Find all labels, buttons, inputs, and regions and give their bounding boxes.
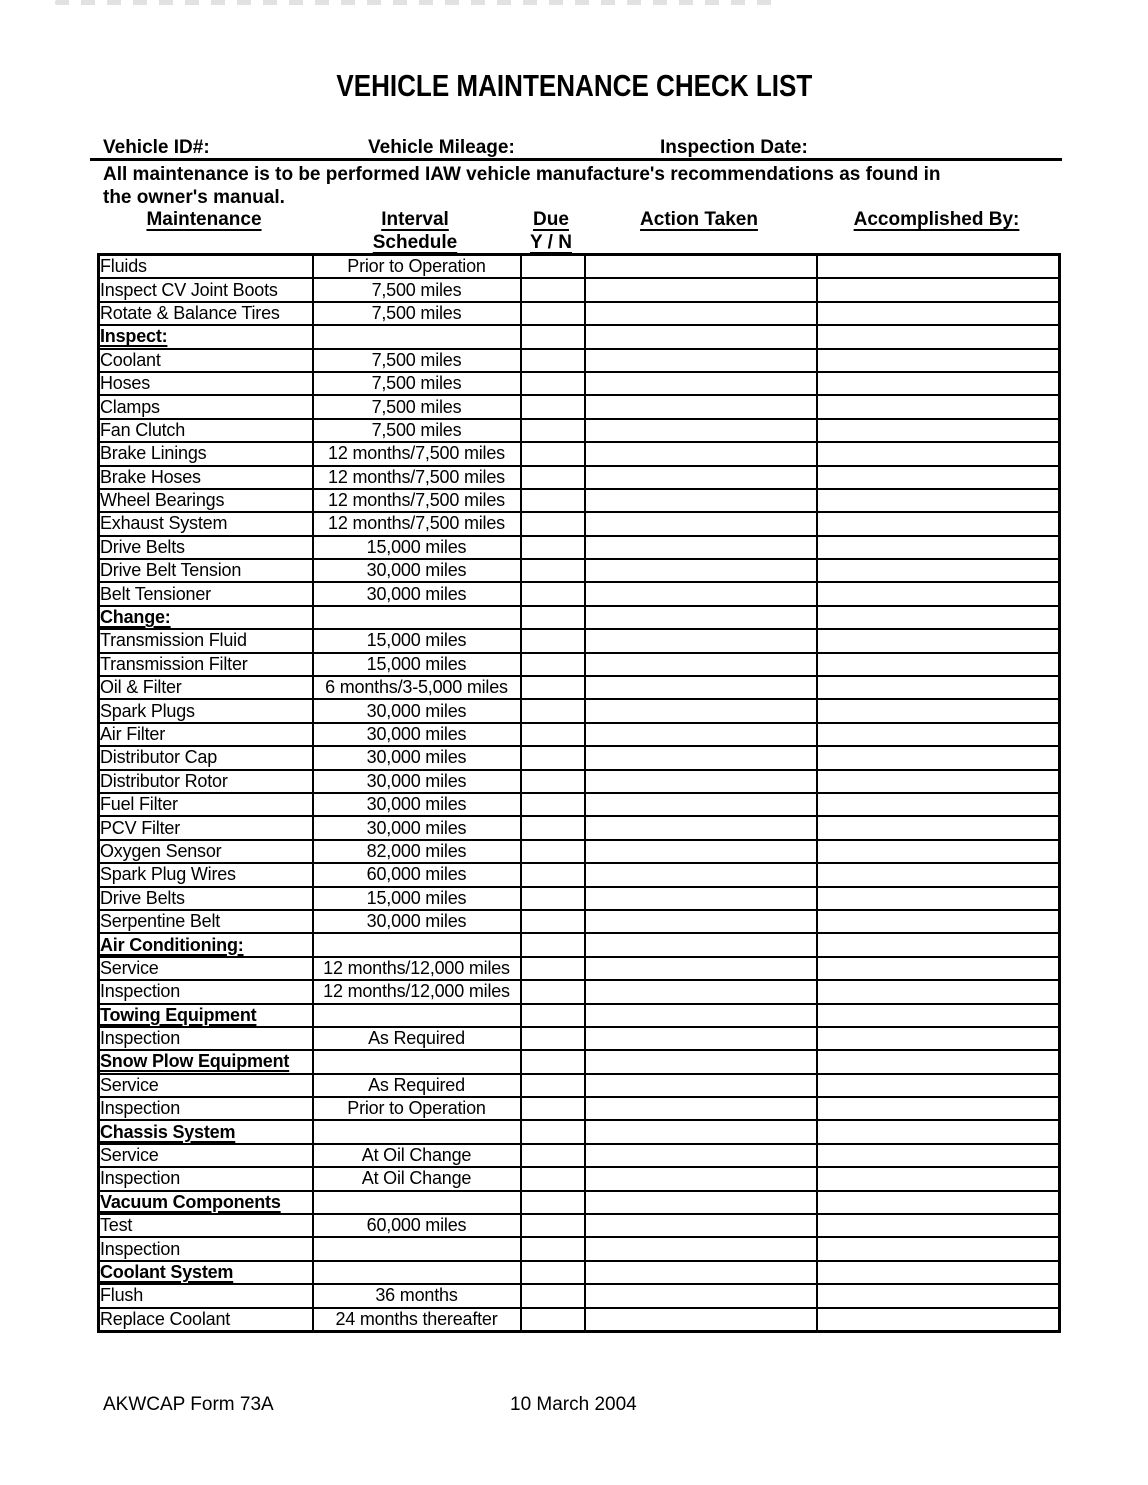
action-taken-cell: [585, 1167, 817, 1190]
due-cell: [521, 559, 585, 582]
scan-artifact: [55, 0, 775, 5]
table-row: [99, 699, 1060, 722]
action-taken-cell: [585, 606, 817, 629]
maintenance-cell: Rotate & Balance Tires: [99, 302, 313, 325]
accomplished-by-cell: [817, 629, 1060, 652]
header-interval: Interval: [381, 209, 449, 230]
accomplished-by-cell: [817, 1027, 1060, 1050]
interval-cell: 7,500 miles: [313, 395, 521, 418]
interval-cell: [313, 1050, 521, 1073]
form-date: 10 March 2004: [510, 1394, 637, 1415]
accomplished-by-cell: [817, 442, 1060, 465]
table-row: [99, 840, 1060, 863]
table-row: [99, 676, 1060, 699]
accomplished-by-cell: [817, 1144, 1060, 1167]
interval-cell: [313, 1120, 521, 1143]
maintenance-cell: Fuel Filter: [99, 793, 313, 816]
maintenance-cell: Exhaust System: [99, 512, 313, 535]
accomplished-by-cell: [817, 746, 1060, 769]
maintenance-cell: Inspection: [99, 1237, 313, 1260]
maintenance-table: [97, 253, 1061, 1333]
action-taken-cell: [585, 442, 817, 465]
accomplished-by-cell: [817, 559, 1060, 582]
interval-cell: 30,000 miles: [313, 746, 521, 769]
action-taken-cell: [585, 255, 817, 279]
action-taken-cell: [585, 325, 817, 348]
accomplished-by-cell: [817, 933, 1060, 956]
maintenance-cell: Fluids: [99, 255, 313, 279]
interval-cell: 30,000 miles: [313, 793, 521, 816]
due-cell: [521, 442, 585, 465]
accomplished-by-cell: [817, 699, 1060, 722]
due-cell: [521, 746, 585, 769]
table-row: [99, 1214, 1060, 1237]
accomplished-by-cell: [817, 489, 1060, 512]
interval-cell: 15,000 miles: [313, 536, 521, 559]
interval-cell: [313, 606, 521, 629]
interval-cell: [313, 1261, 521, 1284]
maintenance-cell: Clamps: [99, 395, 313, 418]
vehicle-id-label: Vehicle ID#:: [103, 137, 210, 158]
interval-cell: [313, 933, 521, 956]
due-cell: [521, 1050, 585, 1073]
due-cell: [521, 793, 585, 816]
maintenance-cell: Distributor Rotor: [99, 770, 313, 793]
action-taken-cell: [585, 349, 817, 372]
interval-cell: 12 months/7,500 miles: [313, 489, 521, 512]
accomplished-by-cell: [817, 1261, 1060, 1284]
accomplished-by-cell: [817, 887, 1060, 910]
action-taken-cell: [585, 793, 817, 816]
maintenance-cell: PCV Filter: [99, 816, 313, 839]
accomplished-by-cell: [817, 957, 1060, 980]
action-taken-cell: [585, 1027, 817, 1050]
due-cell: [521, 582, 585, 605]
accomplished-by-cell: [817, 723, 1060, 746]
action-taken-cell: [585, 536, 817, 559]
interval-cell: 36 months: [313, 1284, 521, 1307]
maintenance-cell: Replace Coolant: [99, 1308, 313, 1332]
table-row: [99, 653, 1060, 676]
interval-cell: 7,500 miles: [313, 349, 521, 372]
accomplished-by-cell: [817, 278, 1060, 301]
table-row: [99, 1308, 1060, 1332]
due-cell: [521, 1261, 585, 1284]
action-taken-cell: [585, 887, 817, 910]
table-row: [99, 1191, 1060, 1214]
accomplished-by-cell: [817, 606, 1060, 629]
due-cell: [521, 349, 585, 372]
header-schedule: Schedule: [372, 232, 458, 253]
action-taken-cell: [585, 302, 817, 325]
table-row: [99, 793, 1060, 816]
due-cell: [521, 887, 585, 910]
maintenance-cell: Drive Belt Tension: [99, 559, 313, 582]
due-cell: [521, 1214, 585, 1237]
table-row: [99, 1050, 1060, 1073]
due-cell: [521, 1144, 585, 1167]
maintenance-cell: Coolant: [99, 349, 313, 372]
interval-cell: At Oil Change: [313, 1167, 521, 1190]
accomplished-by-cell: [817, 536, 1060, 559]
table-row: [99, 910, 1060, 933]
table-row: [99, 1237, 1060, 1260]
action-taken-cell: [585, 770, 817, 793]
header-yn: Y / N: [530, 232, 572, 253]
interval-cell: 30,000 miles: [313, 770, 521, 793]
maintenance-cell: Transmission Fluid: [99, 629, 313, 652]
maintenance-cell: Distributor Cap: [99, 746, 313, 769]
table-row: [99, 372, 1060, 395]
action-taken-cell: [585, 1214, 817, 1237]
due-cell: [521, 395, 585, 418]
accomplished-by-cell: [817, 395, 1060, 418]
action-taken-cell: [585, 699, 817, 722]
table-row: [99, 816, 1060, 839]
due-cell: [521, 653, 585, 676]
maintenance-cell: Inspection: [99, 980, 313, 1003]
action-taken-cell: [585, 466, 817, 489]
accomplished-by-cell: [817, 1167, 1060, 1190]
maintenance-cell: Service: [99, 1074, 313, 1097]
maintenance-cell: Inspection: [99, 1167, 313, 1190]
interval-cell: 30,000 miles: [313, 699, 521, 722]
accomplished-by-cell: [817, 325, 1060, 348]
action-taken-cell: [585, 1097, 817, 1120]
maintenance-cell: Oxygen Sensor: [99, 840, 313, 863]
action-taken-cell: [585, 1144, 817, 1167]
instructions-line-2: the owner's manual.: [103, 187, 285, 208]
due-cell: [521, 723, 585, 746]
maintenance-cell: Change:: [99, 606, 313, 629]
maintenance-cell: Drive Belts: [99, 887, 313, 910]
maintenance-cell: Hoses: [99, 372, 313, 395]
accomplished-by-cell: [817, 466, 1060, 489]
maintenance-cell: Inspection: [99, 1097, 313, 1120]
action-taken-cell: [585, 372, 817, 395]
action-taken-cell: [585, 980, 817, 1003]
due-cell: [521, 840, 585, 863]
interval-cell: 12 months/7,500 miles: [313, 442, 521, 465]
interval-cell: 82,000 miles: [313, 840, 521, 863]
interval-cell: 12 months/7,500 miles: [313, 512, 521, 535]
table-row: [99, 1074, 1060, 1097]
action-taken-cell: [585, 910, 817, 933]
header-accomplished-by: Accomplished By:: [853, 209, 1020, 230]
accomplished-by-cell: [817, 676, 1060, 699]
action-taken-cell: [585, 1308, 817, 1332]
table-row: [99, 770, 1060, 793]
page-title: VEHICLE MAINTENANCE CHECK LIST: [336, 68, 812, 103]
maintenance-cell: Snow Plow Equipment: [99, 1050, 313, 1073]
accomplished-by-cell: [817, 372, 1060, 395]
accomplished-by-cell: [817, 582, 1060, 605]
due-cell: [521, 1004, 585, 1027]
accomplished-by-cell: [817, 512, 1060, 535]
maintenance-cell: Oil & Filter: [99, 676, 313, 699]
action-taken-cell: [585, 1120, 817, 1143]
interval-cell: 30,000 miles: [313, 816, 521, 839]
interval-cell: 7,500 miles: [313, 278, 521, 301]
maintenance-cell: Towing Equipment: [99, 1004, 313, 1027]
accomplished-by-cell: [817, 793, 1060, 816]
due-cell: [521, 489, 585, 512]
action-taken-cell: [585, 1074, 817, 1097]
action-taken-cell: [585, 957, 817, 980]
interval-cell: As Required: [313, 1027, 521, 1050]
maintenance-cell: Brake Hoses: [99, 466, 313, 489]
action-taken-cell: [585, 395, 817, 418]
due-cell: [521, 512, 585, 535]
action-taken-cell: [585, 512, 817, 535]
due-cell: [521, 980, 585, 1003]
interval-cell: 7,500 miles: [313, 302, 521, 325]
action-taken-cell: [585, 629, 817, 652]
maintenance-cell: Serpentine Belt: [99, 910, 313, 933]
maintenance-cell: Spark Plugs: [99, 699, 313, 722]
due-cell: [521, 629, 585, 652]
maintenance-cell: Test: [99, 1214, 313, 1237]
action-taken-cell: [585, 746, 817, 769]
info-underline-rule: [90, 158, 1062, 161]
table-row: [99, 1097, 1060, 1120]
maintenance-cell: Chassis System: [99, 1120, 313, 1143]
action-taken-cell: [585, 863, 817, 886]
due-cell: [521, 536, 585, 559]
maintenance-cell: Coolant System: [99, 1261, 313, 1284]
interval-cell: 15,000 miles: [313, 653, 521, 676]
table-row: [99, 559, 1060, 582]
due-cell: [521, 419, 585, 442]
due-cell: [521, 1120, 585, 1143]
maintenance-cell: Belt Tensioner: [99, 582, 313, 605]
maintenance-cell: Vacuum Components: [99, 1191, 313, 1214]
action-taken-cell: [585, 489, 817, 512]
table-row: [99, 302, 1060, 325]
maintenance-table-body: [99, 255, 1060, 1332]
action-taken-cell: [585, 1004, 817, 1027]
title-row: [0, 68, 1148, 104]
due-cell: [521, 302, 585, 325]
table-row: [99, 1261, 1060, 1284]
action-taken-cell: [585, 419, 817, 442]
interval-cell: At Oil Change: [313, 1144, 521, 1167]
table-row: [99, 887, 1060, 910]
form-number: AKWCAP Form 73A: [103, 1394, 274, 1415]
interval-cell: As Required: [313, 1074, 521, 1097]
maintenance-cell: Fan Clutch: [99, 419, 313, 442]
action-taken-cell: [585, 816, 817, 839]
table-row: [99, 325, 1060, 348]
table-row: [99, 957, 1060, 980]
accomplished-by-cell: [817, 980, 1060, 1003]
table-row: [99, 419, 1060, 442]
header-maintenance: Maintenance: [146, 209, 262, 230]
action-taken-cell: [585, 559, 817, 582]
accomplished-by-cell: [817, 1237, 1060, 1260]
interval-cell: 24 months thereafter: [313, 1308, 521, 1332]
accomplished-by-cell: [817, 770, 1060, 793]
maintenance-cell: Inspection: [99, 1027, 313, 1050]
table-row: [99, 349, 1060, 372]
inspection-date-label: Inspection Date:: [660, 137, 808, 158]
maintenance-cell: Transmission Filter: [99, 653, 313, 676]
interval-cell: 15,000 miles: [313, 887, 521, 910]
due-cell: [521, 676, 585, 699]
due-cell: [521, 1074, 585, 1097]
accomplished-by-cell: [817, 1004, 1060, 1027]
due-cell: [521, 699, 585, 722]
interval-cell: 12 months/12,000 miles: [313, 957, 521, 980]
due-cell: [521, 1237, 585, 1260]
table-row: [99, 536, 1060, 559]
accomplished-by-cell: [817, 1214, 1060, 1237]
accomplished-by-cell: [817, 653, 1060, 676]
table-row: [99, 1284, 1060, 1307]
accomplished-by-cell: [817, 255, 1060, 279]
interval-cell: Prior to Operation: [313, 255, 521, 279]
header-action-taken: Action Taken: [640, 209, 758, 230]
due-cell: [521, 933, 585, 956]
due-cell: [521, 1167, 585, 1190]
table-row: [99, 442, 1060, 465]
accomplished-by-cell: [817, 1120, 1060, 1143]
due-cell: [521, 278, 585, 301]
table-row: [99, 746, 1060, 769]
maintenance-cell: Wheel Bearings: [99, 489, 313, 512]
interval-cell: 12 months/12,000 miles: [313, 980, 521, 1003]
interval-cell: [313, 1237, 521, 1260]
action-taken-cell: [585, 933, 817, 956]
interval-cell: 7,500 miles: [313, 419, 521, 442]
interval-cell: 60,000 miles: [313, 1214, 521, 1237]
maintenance-cell: Service: [99, 957, 313, 980]
table-row: [99, 933, 1060, 956]
due-cell: [521, 1027, 585, 1050]
interval-cell: [313, 1191, 521, 1214]
interval-cell: 30,000 miles: [313, 582, 521, 605]
due-cell: [521, 1308, 585, 1332]
due-cell: [521, 1191, 585, 1214]
due-cell: [521, 957, 585, 980]
maintenance-cell: Inspect CV Joint Boots: [99, 278, 313, 301]
maintenance-cell: Air Conditioning:: [99, 933, 313, 956]
accomplished-by-cell: [817, 816, 1060, 839]
interval-cell: 30,000 miles: [313, 723, 521, 746]
instructions-line-1: All maintenance is to be performed IAW vehicle manufacture's recommendations as found in: [103, 164, 941, 185]
action-taken-cell: [585, 723, 817, 746]
action-taken-cell: [585, 676, 817, 699]
maintenance-cell: Spark Plug Wires: [99, 863, 313, 886]
accomplished-by-cell: [817, 1050, 1060, 1073]
maintenance-cell: Air Filter: [99, 723, 313, 746]
accomplished-by-cell: [817, 1097, 1060, 1120]
table-row: [99, 1144, 1060, 1167]
accomplished-by-cell: [817, 302, 1060, 325]
table-row: [99, 489, 1060, 512]
table-row: [99, 278, 1060, 301]
maintenance-cell: Service: [99, 1144, 313, 1167]
interval-cell: [313, 325, 521, 348]
accomplished-by-cell: [817, 349, 1060, 372]
interval-cell: 6 months/3-5,000 miles: [313, 676, 521, 699]
maintenance-cell: Drive Belts: [99, 536, 313, 559]
interval-cell: Prior to Operation: [313, 1097, 521, 1120]
maintenance-cell: Brake Linings: [99, 442, 313, 465]
interval-cell: 12 months/7,500 miles: [313, 466, 521, 489]
table-row: [99, 629, 1060, 652]
table-row: [99, 863, 1060, 886]
table-row: [99, 255, 1060, 279]
header-due: Due: [533, 209, 569, 230]
due-cell: [521, 910, 585, 933]
table-row: [99, 512, 1060, 535]
due-cell: [521, 863, 585, 886]
accomplished-by-cell: [817, 1284, 1060, 1307]
accomplished-by-cell: [817, 863, 1060, 886]
interval-cell: 60,000 miles: [313, 863, 521, 886]
interval-cell: [313, 1004, 521, 1027]
table-row: [99, 1167, 1060, 1190]
interval-cell: 15,000 miles: [313, 629, 521, 652]
table-row: [99, 1120, 1060, 1143]
table-row: [99, 723, 1060, 746]
action-taken-cell: [585, 582, 817, 605]
due-cell: [521, 816, 585, 839]
accomplished-by-cell: [817, 1074, 1060, 1097]
maintenance-cell: Flush: [99, 1284, 313, 1307]
due-cell: [521, 466, 585, 489]
due-cell: [521, 255, 585, 279]
interval-cell: 30,000 miles: [313, 559, 521, 582]
action-taken-cell: [585, 1050, 817, 1073]
table-row: [99, 582, 1060, 605]
due-cell: [521, 770, 585, 793]
action-taken-cell: [585, 278, 817, 301]
table-row: [99, 980, 1060, 1003]
accomplished-by-cell: [817, 1191, 1060, 1214]
vehicle-mileage-label: Vehicle Mileage:: [368, 137, 515, 158]
table-row: [99, 1004, 1060, 1027]
accomplished-by-cell: [817, 1308, 1060, 1332]
action-taken-cell: [585, 1237, 817, 1260]
due-cell: [521, 1097, 585, 1120]
action-taken-cell: [585, 1261, 817, 1284]
action-taken-cell: [585, 1191, 817, 1214]
table-row: [99, 606, 1060, 629]
table-row: [99, 466, 1060, 489]
due-cell: [521, 606, 585, 629]
table-row: [99, 395, 1060, 418]
action-taken-cell: [585, 653, 817, 676]
interval-cell: 30,000 miles: [313, 910, 521, 933]
due-cell: [521, 1284, 585, 1307]
table-row: [99, 1027, 1060, 1050]
maintenance-cell: Inspect:: [99, 325, 313, 348]
action-taken-cell: [585, 840, 817, 863]
action-taken-cell: [585, 1284, 817, 1307]
accomplished-by-cell: [817, 840, 1060, 863]
interval-cell: 7,500 miles: [313, 372, 521, 395]
accomplished-by-cell: [817, 419, 1060, 442]
accomplished-by-cell: [817, 910, 1060, 933]
due-cell: [521, 372, 585, 395]
due-cell: [521, 325, 585, 348]
